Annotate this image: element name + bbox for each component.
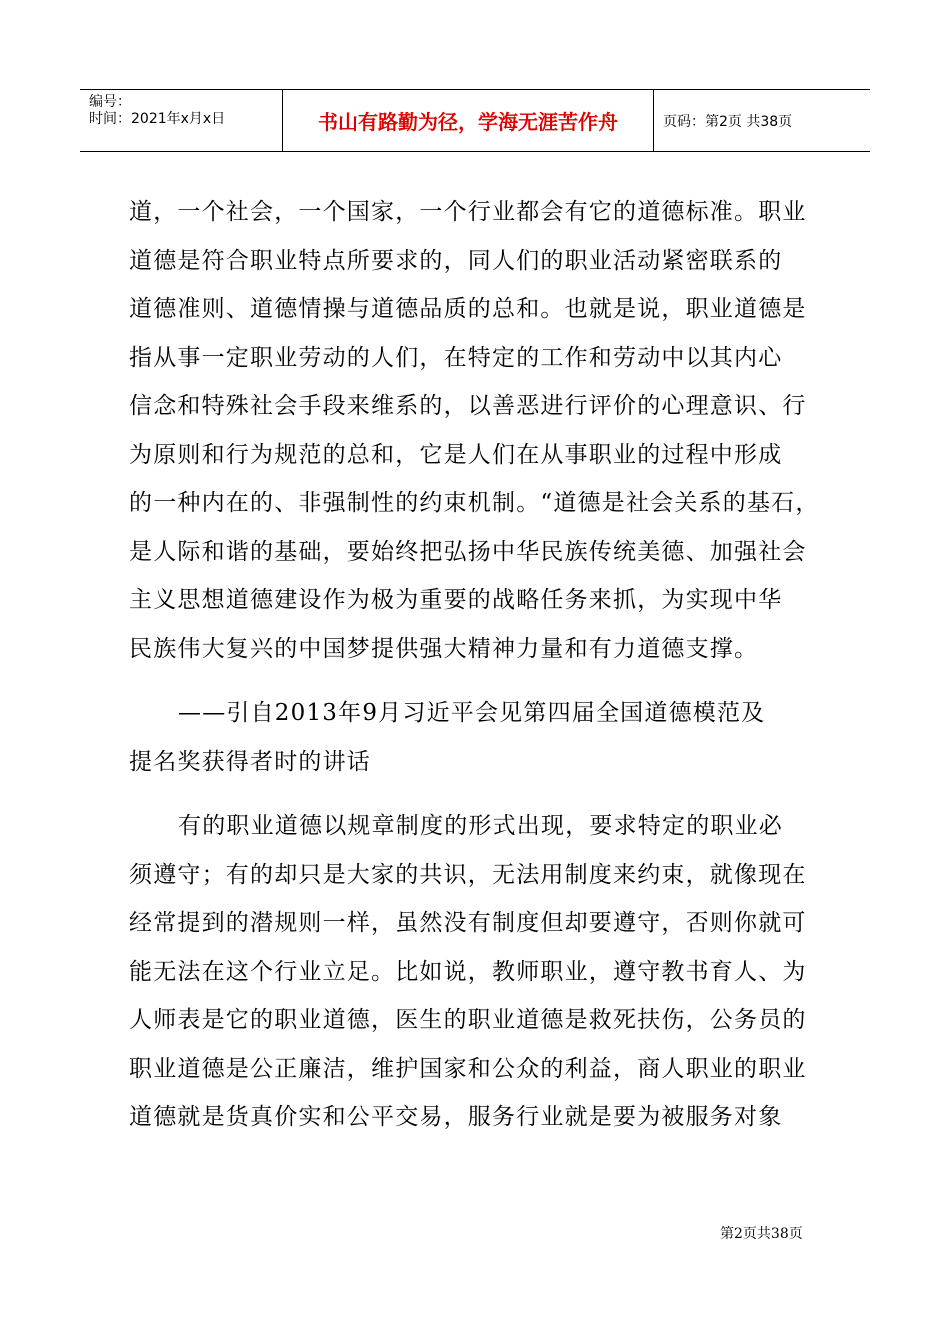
text-line: 道，一个社会，一个国家，一个行业都会有它的道德标准。职业 — [129, 199, 807, 225]
number-label: 编号： — [89, 94, 131, 110]
text-line: 道德就是货真价实和公平交易，服务行业就是要为被服务对象 — [129, 1104, 783, 1130]
document-body — [129, 188, 829, 1142]
text-line: 经常提到的潜规则一样，虽然没有制度但却要遵守，否则你就可 — [129, 910, 807, 936]
text-line: 能无法在这个行业立足。比如说，教师职业，遵守教书育人、为 — [129, 958, 807, 985]
text-line: 有的职业道德以规章制度的形式出现，要求特定的职业必 — [178, 813, 783, 839]
text-line: 道德准则、道德情操与道德品质的总和。也就是说，职业道德是 — [129, 296, 807, 322]
paragraph-spacer — [129, 673, 829, 689]
quote-line: 提名奖获得者时的讲话 — [129, 748, 371, 775]
text-line: 道德是符合职业特点所要求的，同人们的职业活动紧密联系的 — [129, 247, 783, 274]
text-line: 指从事一定职业劳动的人们，在特定的工作和劳动中以其内心 — [129, 344, 783, 371]
text-line: 主义思想道德建设作为极为重要的战略任务来抓，为实现中华 — [129, 587, 783, 613]
header-motto: 书山有路勤为径，学海无涯苦作舟 — [282, 90, 654, 151]
text-line: 的一种内在的、非强制性的约束机制。“道德是社会关系的基石， — [129, 490, 820, 516]
quote-line: ——引自2013年9月习近平会见第四届全国道德模范及 — [178, 700, 766, 726]
document-header — [80, 89, 870, 152]
paragraph-2 — [129, 802, 829, 1142]
time-label: 时间：2021年x月x日 — [89, 111, 226, 127]
text-line: 民族伟大复兴的中国梦提供强大精神力量和有力道德支撑。 — [129, 635, 759, 662]
paragraph-spacer — [129, 786, 829, 802]
header-page-info: 页码：第2页 共38页 — [663, 113, 793, 130]
header-meta — [80, 90, 282, 151]
text-line: 是人际和谐的基础，要始终把弘扬中华民族传统美德、加强社会 — [129, 538, 807, 565]
page-footer: 第2页共38页 — [720, 1226, 803, 1242]
paragraph-1 — [129, 188, 829, 673]
text-line: 信念和特殊社会手段来维系的，以善恶进行评价的心理意识、行 — [129, 393, 807, 419]
text-line: 人师表是它的职业道德，医生的职业道德是救死扶伤，公务员的 — [129, 1007, 807, 1033]
text-line: 须遵守；有的却只是大家的共识，无法用制度来约束，就像现在 — [129, 861, 807, 888]
text-line: 职业道德是公正廉洁，维护国家和公众的利益，商人职业的职业 — [129, 1055, 807, 1082]
quote-source — [129, 689, 829, 786]
text-line: 为原则和行为规范的总和，它是人们在从事职业的过程中形成 — [129, 441, 783, 468]
